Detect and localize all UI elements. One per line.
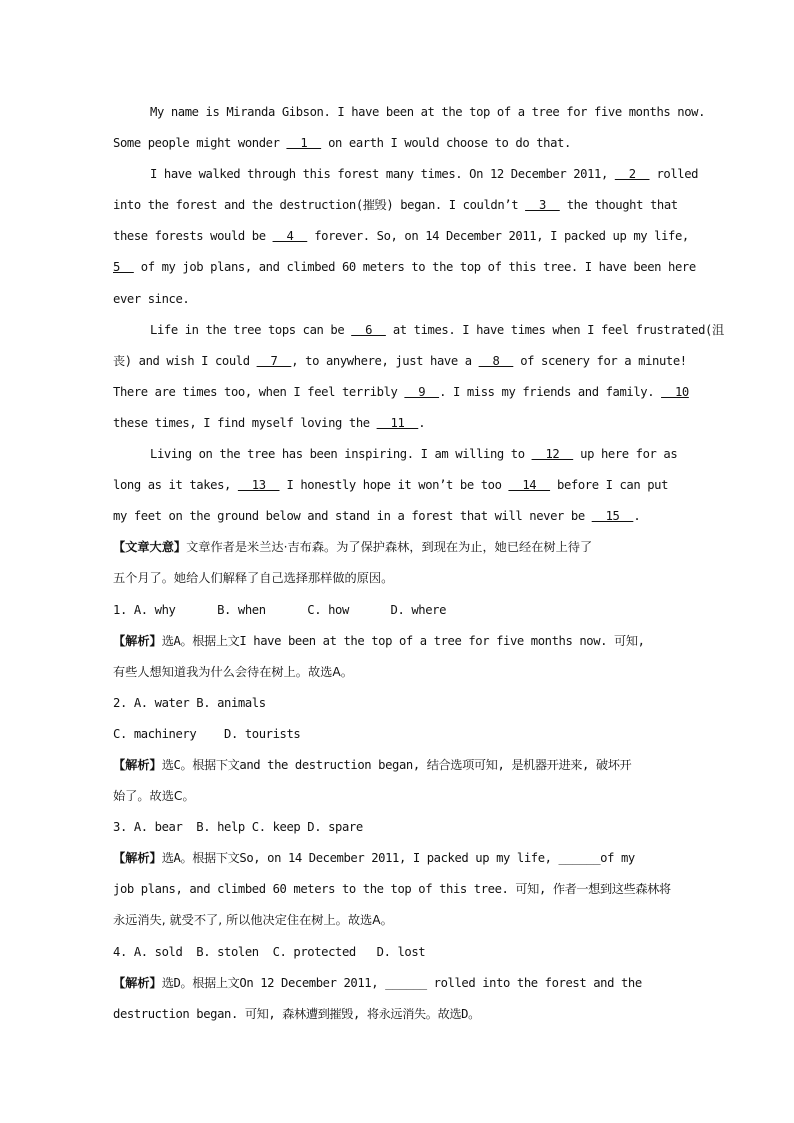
question-2-options-cont: C. machinery D. tourists	[113, 726, 301, 741]
blank-4: 4	[272, 229, 308, 244]
passage-line	[113, 501, 681, 532]
passage-line	[113, 315, 724, 346]
question-options	[113, 937, 681, 968]
explanation-text: 始了。故选C。	[113, 789, 195, 804]
passage-text: my feet on the ground below and stand in a forest that will never be	[113, 509, 592, 524]
passage-line	[113, 470, 681, 501]
passage-text: Living on the tree has been inspiring. I am willing to	[150, 447, 532, 462]
passage-text: rolled	[649, 167, 699, 182]
question-options	[113, 595, 681, 626]
passage-text: forever. So, on 14 December 2011, I packed up my life,	[307, 229, 689, 244]
passage-line	[113, 159, 699, 190]
explanation-tag: 【解析】	[113, 757, 162, 772]
explanation-text: 选A。根据下文So, on 14 December 2011, I packed up my life, ______of my	[161, 851, 635, 866]
passage-line	[113, 346, 687, 377]
question-options	[113, 812, 681, 843]
explanation-text: destruction began. 可知, 森林遭到摧毁, 将永远消失。故选D。	[113, 1006, 480, 1021]
passage-text: of scenery for a minute!	[513, 353, 687, 368]
question-2-options: 2. A. water B. animals	[113, 695, 266, 710]
passage-text: .	[418, 415, 426, 430]
explanation-line	[113, 999, 681, 1030]
passage-text: , to anywhere, just have a	[291, 353, 479, 368]
explanation-line	[113, 781, 681, 812]
explanation-line	[113, 843, 681, 874]
question-options	[113, 688, 681, 719]
passage-line	[113, 439, 681, 470]
explanation-tag: 【解析】	[113, 975, 162, 990]
passage-text: into the forest and the destruction(摧毁) began. I couldn’t	[113, 198, 526, 213]
blank-9: 9	[404, 384, 440, 399]
passage-line	[113, 128, 681, 159]
passage-text: on earth I would choose to do that.	[321, 136, 571, 151]
passage-text: My name is Miranda Gibson. I have been at the top of a tree for five months now.	[150, 105, 705, 119]
passage-text: these forests would be	[113, 229, 273, 244]
blank-11: 11	[376, 415, 419, 430]
question-options	[113, 719, 681, 750]
summary-text: 文章作者是米兰达·吉布森。为了保护森林，到现在为止，她已经在树上待了	[186, 540, 593, 555]
passage-line	[113, 408, 681, 439]
passage-line	[113, 97, 705, 128]
passage-text: . I miss my friends and family.	[439, 384, 662, 399]
blank-15: 15	[591, 509, 634, 524]
blank-3: 3	[525, 198, 560, 213]
passage-text: I have walked through this forest many times. On 12 December 2011,	[150, 167, 615, 182]
passage-line	[113, 252, 696, 283]
question-3-options: 3. A. bear B. help C. keep D. spare	[113, 820, 363, 835]
passage-text: these times, I find myself loving the	[113, 415, 377, 430]
blank-13: 13	[237, 478, 280, 493]
explanation-text: job plans, and climbed 60 meters to the top of this tree. 可知, 作者一想到这些森林将	[113, 882, 671, 897]
passage-line	[113, 377, 689, 408]
explanation-tag: 【解析】	[113, 851, 162, 866]
blank-5: 5	[113, 260, 134, 275]
question-1-options: 1. A. why B. when C. how D. where	[113, 602, 446, 617]
passage-text: Life in the tree tops can be	[150, 322, 352, 337]
explanation-text: 有些人想知道我为什么会待在树上。故选A。	[113, 664, 353, 679]
passage-text: 丧) and wish I could	[113, 353, 257, 368]
passage-text: long as it takes,	[113, 478, 238, 493]
blank-14: 14	[508, 478, 551, 493]
passage-text: ever since.	[113, 291, 190, 306]
explanation-line	[113, 905, 681, 936]
document-page	[113, 97, 724, 1030]
explanation-line	[113, 626, 681, 657]
passage-text: before I can put	[550, 478, 668, 493]
blank-1: 1	[286, 136, 322, 151]
blank-7: 7	[256, 353, 292, 368]
passage-text: the thought that	[559, 198, 678, 213]
blank-10: 10	[661, 384, 689, 399]
explanation-text: 选C。根据下文and the destruction began, 结合选项可知, 是机器开进来, 破坏开	[161, 757, 632, 772]
explanation-tag: 【解析】	[113, 633, 162, 648]
passage-text: of my job plans, and climbed 60 meters to the top of this tree. I have been here	[133, 260, 696, 275]
summary-line	[113, 563, 681, 594]
blank-2: 2	[614, 167, 650, 182]
question-4-options: 4. A. sold B. stolen C. protected D. lost	[113, 944, 426, 959]
passage-line	[113, 221, 689, 252]
explanation-text: 选A。根据上文I have been at the top of a tree for five months now. 可知,	[161, 633, 645, 648]
summary-line	[113, 532, 681, 563]
blank-6: 6	[351, 322, 386, 337]
passage-text: .	[633, 509, 641, 524]
explanation-text: 永远消失, 就受不了, 所以他决定住在树上。故选A。	[113, 913, 393, 928]
passage-text: up here for as	[573, 447, 678, 462]
passage-line	[113, 190, 681, 221]
passage-line	[113, 284, 681, 315]
explanation-line	[113, 968, 681, 999]
summary-tag: 【文章大意】	[113, 540, 187, 555]
blank-12: 12	[531, 447, 574, 462]
explanation-text: 选D。根据上文On 12 December 2011, ______ rolled into the forest and the	[161, 975, 642, 990]
passage-text: Some people might wonder	[113, 136, 287, 151]
explanation-line	[113, 657, 681, 688]
explanation-line	[113, 874, 681, 905]
passage-text: There are times too, when I feel terribly	[113, 384, 405, 399]
summary-text: 五个月了。她给人们解释了自己选择那样做的原因。	[113, 571, 394, 586]
passage-text: I honestly hope it won’t be too	[279, 478, 509, 493]
explanation-line	[113, 750, 681, 781]
blank-8: 8	[478, 353, 514, 368]
passage-text: at times. I have times when I feel frustrated(沮	[385, 322, 724, 337]
